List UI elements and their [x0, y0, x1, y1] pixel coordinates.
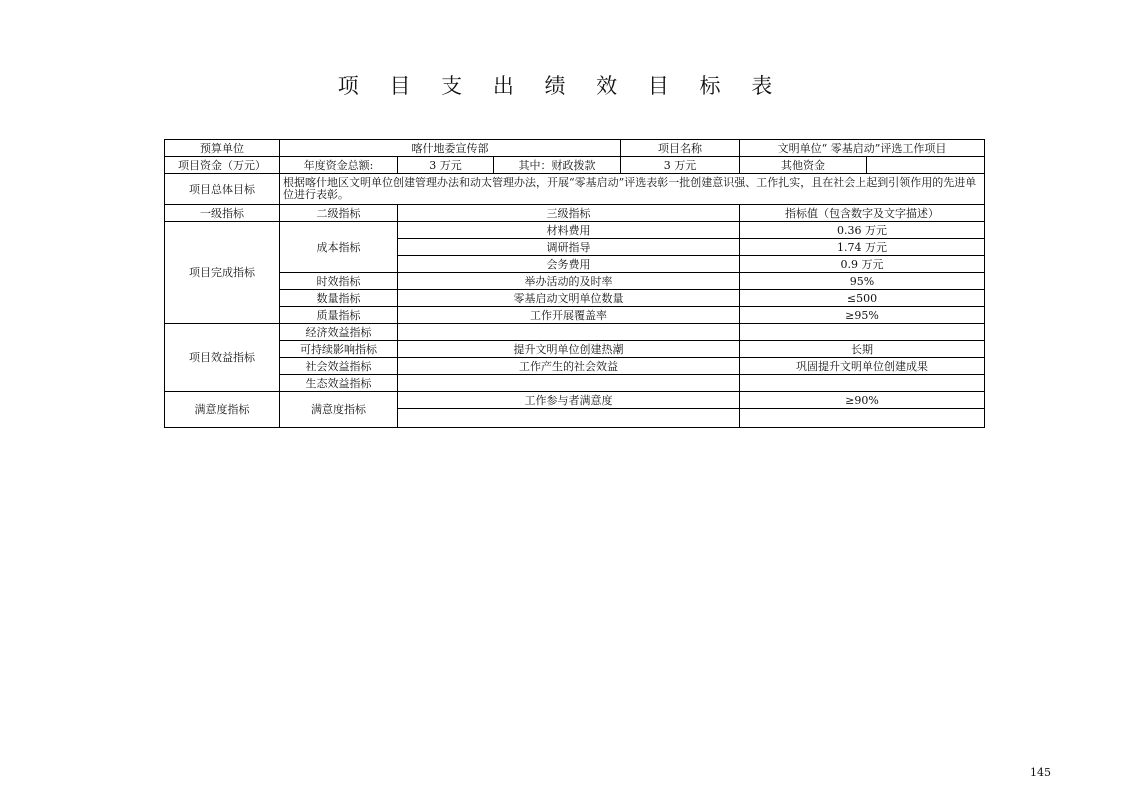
- indicator-name: 零基启动文明单位数量: [398, 290, 740, 307]
- indicator-value: [740, 409, 985, 428]
- indicator-value: [740, 324, 985, 341]
- goal-value: 根据喀什地区文明单位创建管理办法和动太管理办法，开展“零基启动”评选表彰一批创建意识强、工作扎实，且在社会上起到引领作用的先进单位进行表彰。: [280, 174, 985, 205]
- indicator-name: 工作参与者满意度: [398, 392, 740, 409]
- annual-total-label: 年度资金总额:: [280, 157, 398, 174]
- goal-label: 项目总体目标: [165, 174, 280, 205]
- funds-row: [165, 157, 985, 174]
- indicator-name: 会务费用: [398, 256, 740, 273]
- indicator-name: [398, 324, 740, 341]
- performance-table: [164, 139, 985, 428]
- other-funds-value: [867, 157, 985, 174]
- table-row: [165, 290, 985, 307]
- level1-header: 一级指标: [165, 205, 280, 222]
- goal-row: [165, 174, 985, 205]
- other-funds-label: 其他资金: [740, 157, 867, 174]
- level2-cell: 可持续影响指标: [280, 341, 398, 358]
- indicator-value: ≥90%: [740, 392, 985, 409]
- budget-unit-row: [165, 140, 985, 157]
- table-row: [165, 341, 985, 358]
- funds-label: 项目资金（万元）: [165, 157, 280, 174]
- level2-header: 二级指标: [280, 205, 398, 222]
- project-name-label: 项目名称: [621, 140, 740, 157]
- indicator-value: 0.9 万元: [740, 256, 985, 273]
- indicator-name: 工作产生的社会效益: [398, 358, 740, 375]
- satisfaction-level2: 满意度指标: [280, 392, 398, 428]
- level3-header: 三级指标: [398, 205, 740, 222]
- indicator-name: [398, 375, 740, 392]
- value-header: 指标值（包含数字及文字描述）: [740, 205, 985, 222]
- table-row: [165, 273, 985, 290]
- finance-value: 3 万元: [621, 157, 740, 174]
- indicator-value: 巩固提升文明单位创建成果: [740, 358, 985, 375]
- indicator-value: 0.36 万元: [740, 222, 985, 239]
- table-row: [165, 358, 985, 375]
- level2-cell: 经济效益指标: [280, 324, 398, 341]
- budget-unit-label: 预算单位: [165, 140, 280, 157]
- project-name-value: 文明单位“ 零基启动”评选工作项目: [740, 140, 985, 157]
- level2-cell: 社会效益指标: [280, 358, 398, 375]
- level2-cell: 数量指标: [280, 290, 398, 307]
- benefit-label: 项目效益指标: [165, 324, 280, 392]
- indicator-value: ≥95%: [740, 307, 985, 324]
- indicator-value: [740, 375, 985, 392]
- level2-cell: 质量指标: [280, 307, 398, 324]
- indicator-value: ≤500: [740, 290, 985, 307]
- indicator-name: 调研指导: [398, 239, 740, 256]
- indicator-name: 材料费用: [398, 222, 740, 239]
- indicator-value: 长期: [740, 341, 985, 358]
- page-title: 项 目 支 出 绩 效 目 标 表: [337, 74, 785, 98]
- table-row: [165, 222, 985, 239]
- table-row: [165, 392, 985, 409]
- budget-unit-value: 喀什地委宣传部: [280, 140, 621, 157]
- level2-cell: 生态效益指标: [280, 375, 398, 392]
- indicator-name: [398, 409, 740, 428]
- cost-label: 成本指标: [280, 222, 398, 273]
- finance-label: 其中：财政拨款: [494, 157, 621, 174]
- indicator-name: 工作开展覆盖率: [398, 307, 740, 324]
- indicator-value: 95%: [740, 273, 985, 290]
- column-header-row: [165, 205, 985, 222]
- indicator-name: 举办活动的及时率: [398, 273, 740, 290]
- satisfaction-label: 满意度指标: [165, 392, 280, 428]
- table-row: [165, 324, 985, 341]
- annual-total-value: 3 万元: [398, 157, 494, 174]
- table-row: [165, 375, 985, 392]
- indicator-value: 1.74 万元: [740, 239, 985, 256]
- completion-label: 项目完成指标: [165, 222, 280, 324]
- table-row: [165, 307, 985, 324]
- level2-cell: 时效指标: [280, 273, 398, 290]
- indicator-name: 提升文明单位创建热潮: [398, 341, 740, 358]
- page-number: 145: [1030, 766, 1051, 779]
